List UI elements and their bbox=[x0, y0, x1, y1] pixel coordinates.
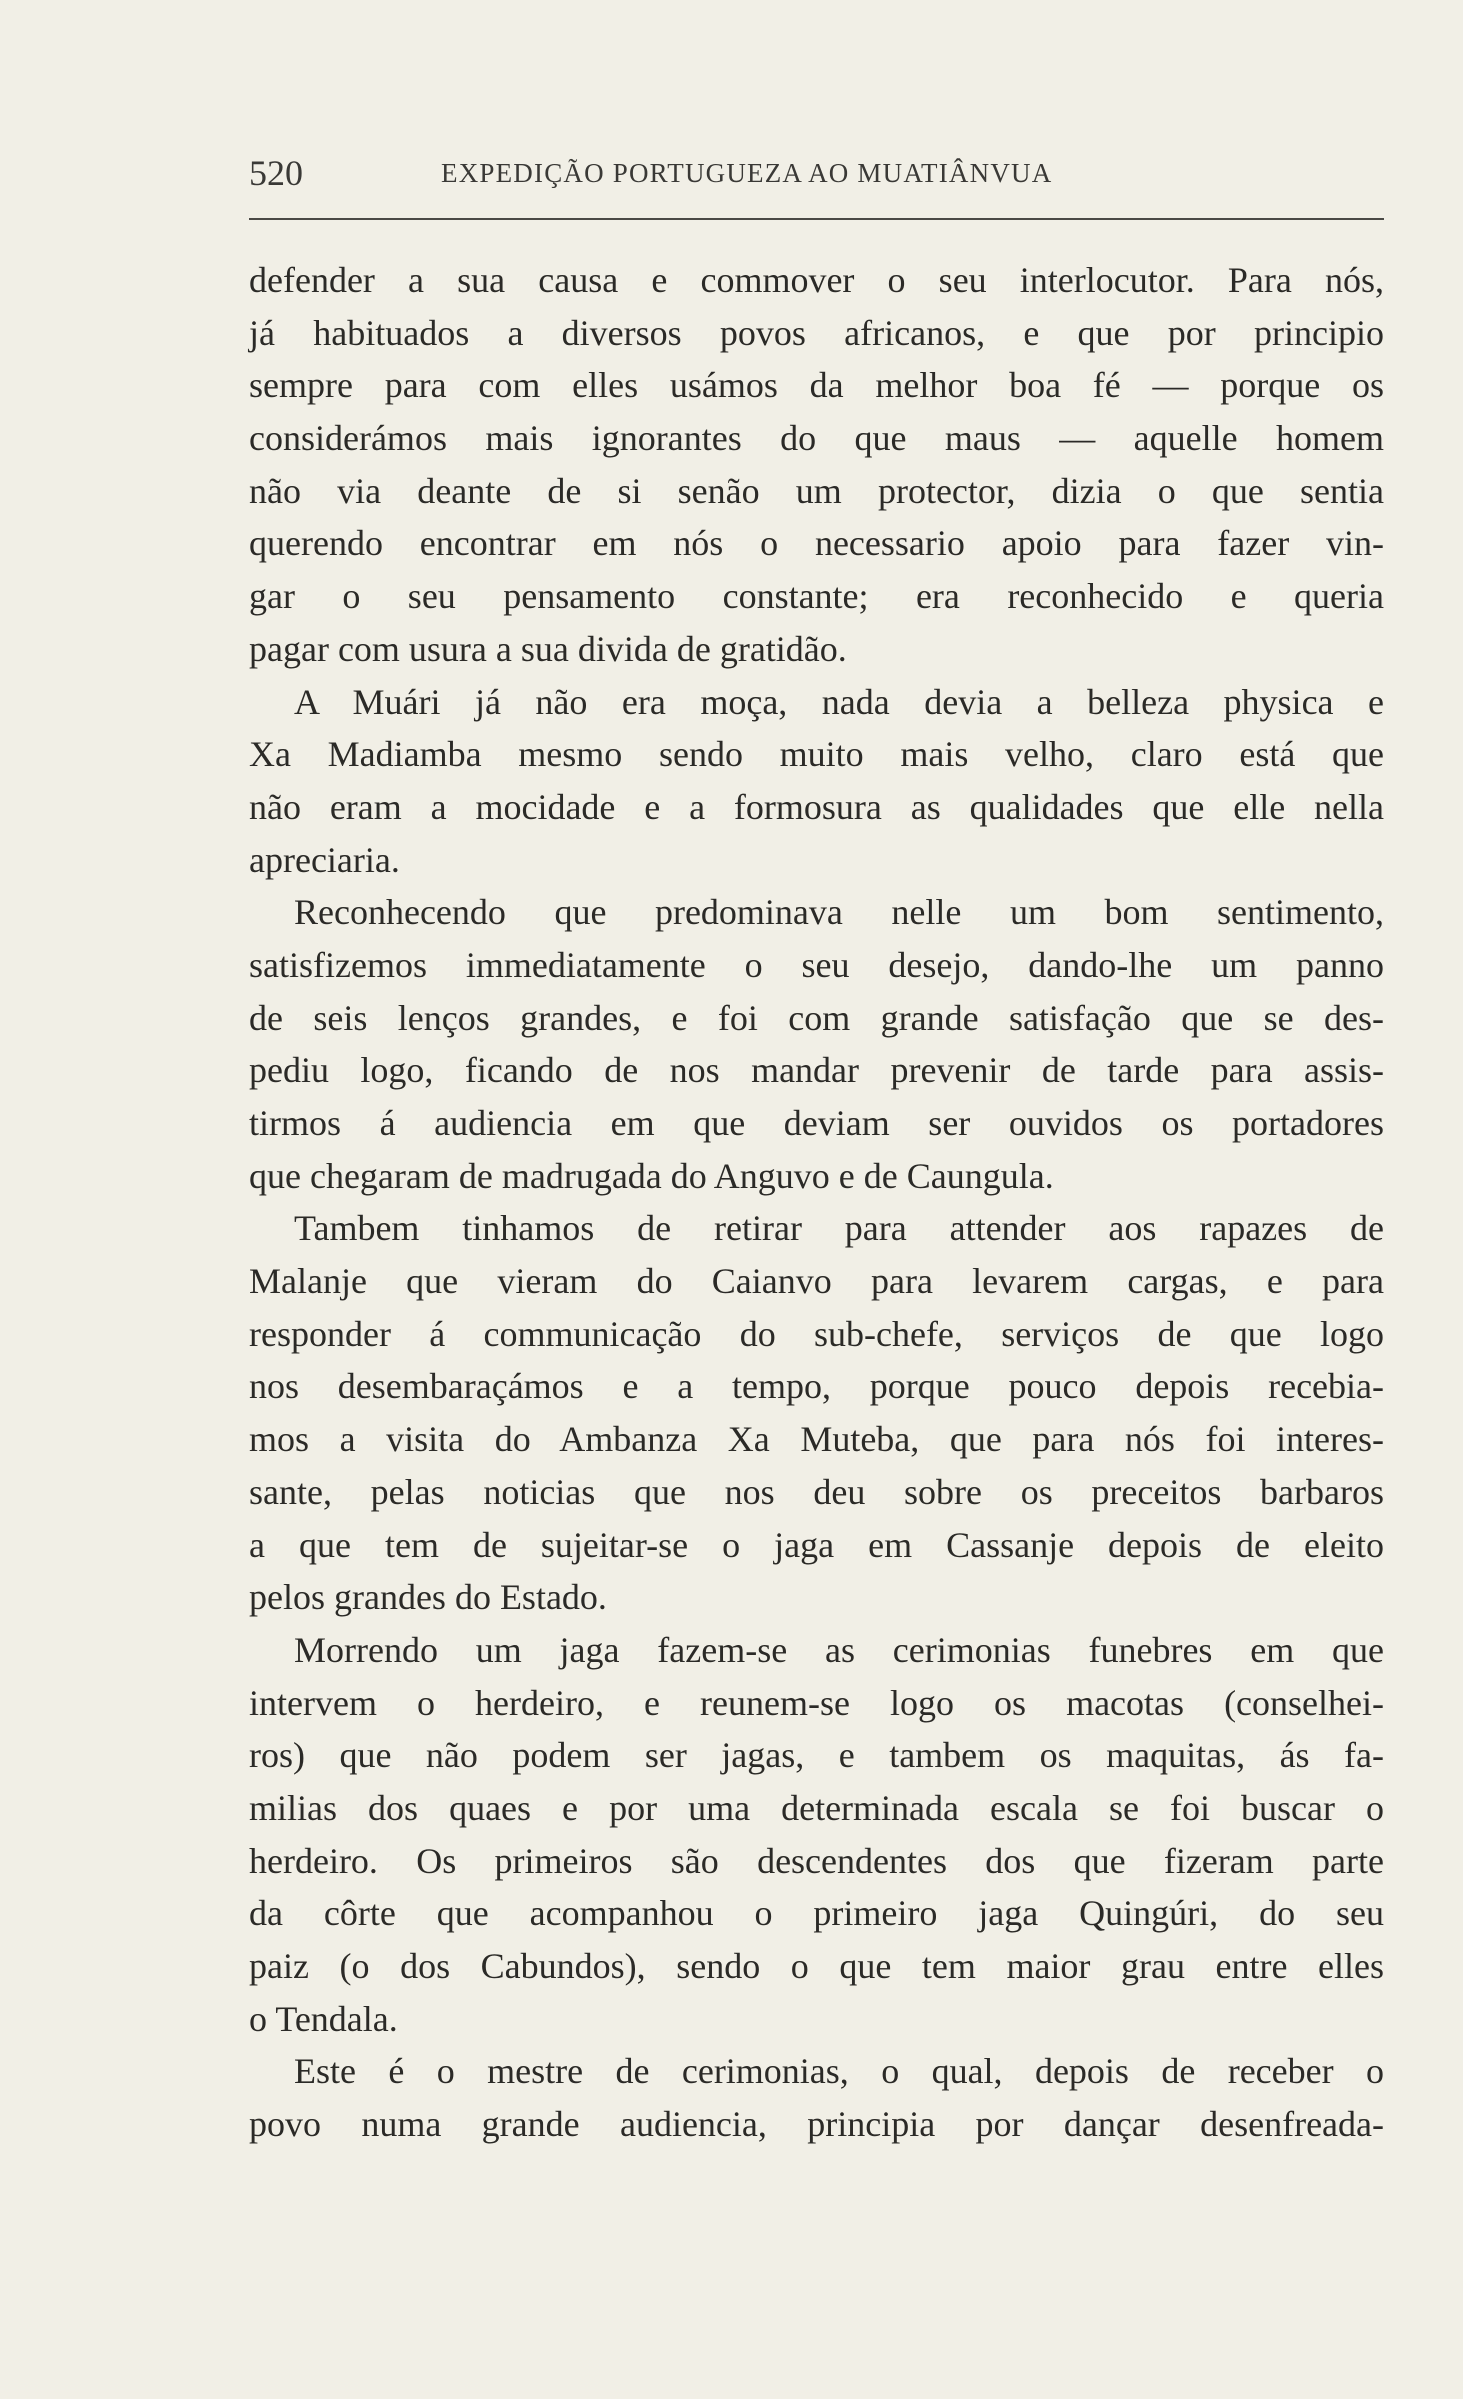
text-line: a que tem de sujeitar-se o jaga em Cassanje depois de eleito bbox=[249, 1524, 1384, 1565]
text-line: pelos grandes do Estado. bbox=[249, 1577, 607, 1618]
text-line: povo numa grande audiencia, principia por dançar desenfreada- bbox=[249, 2104, 1384, 2145]
text-line: não eram a mocidade e a formosura as qualidades que elle nella bbox=[249, 786, 1384, 827]
text-line: paiz (o dos Cabundos), sendo o que tem maior grau entre elles bbox=[249, 1946, 1384, 1986]
text-line: da côrte que acompanhou o primeiro jaga Quingúri, do seu bbox=[249, 1893, 1384, 1934]
text-line: satisfizemos immediatamente o seu desejo, dando-lhe um panno bbox=[249, 944, 1384, 985]
text-line: Malanje que vieram do Caianvo para levarem cargas, e para bbox=[249, 1261, 1384, 1302]
text-line: A Muári já não era moça, nada devia a belleza physica e bbox=[294, 681, 1384, 722]
page-number: 520 bbox=[249, 153, 303, 193]
text-line: Reconhecendo que predominava nelle um bom sentimento, bbox=[294, 892, 1384, 933]
page-header bbox=[249, 148, 1384, 198]
text-line: de seis lenços grandes, e foi com grande satisfação que se des- bbox=[249, 997, 1384, 1038]
text-line: intervem o herdeiro, e reunem-se logo os macotas (conselhei- bbox=[249, 1682, 1384, 1723]
text-line: ros) que não podem ser jagas, e tambem os maquitas, ás fa- bbox=[249, 1735, 1384, 1776]
header-rule bbox=[249, 218, 1384, 220]
text-line: gar o seu pensamento constante; era reconhecido e queria bbox=[249, 576, 1384, 617]
text-line: Morrendo um jaga fazem-se as cerimonias funebres em que bbox=[294, 1629, 1384, 1670]
text-line: pediu logo, ficando de nos mandar prevenir de tarde para assis- bbox=[249, 1050, 1384, 1091]
text-line: tirmos á audiencia em que deviam ser ouvidos os portadores bbox=[249, 1103, 1384, 1143]
text-line: herdeiro. Os primeiros são descendentes dos que fizeram parte bbox=[249, 1840, 1384, 1881]
text-line: defender a sua causa e commover o seu interlocutor. Para nós, bbox=[249, 260, 1384, 300]
text-line: que chegaram de madrugada do Anguvo e de Caungula. bbox=[249, 1155, 1054, 1196]
text-line: considerámos mais ignorantes do que maus — aquelle homem bbox=[249, 418, 1384, 459]
running-title: EXPEDIÇÃO PORTUGUEZA AO MUATIÂNVUA bbox=[441, 158, 1053, 188]
text-line: responder á communicação do sub-chefe, serviços de que logo bbox=[249, 1313, 1384, 1354]
text-line: mos a visita do Ambanza Xa Muteba, que para nós foi interes- bbox=[249, 1419, 1384, 1460]
text-line: Este é o mestre de cerimonias, o qual, depois de receber o bbox=[294, 2051, 1384, 2092]
text-line: não via deante de si senão um protector, dizia o que sentia bbox=[249, 470, 1384, 511]
text-line: Tambem tinhamos de retirar para attender aos rapazes de bbox=[294, 1208, 1384, 1249]
text-line: milias dos quaes e por uma determinada escala se foi buscar o bbox=[249, 1787, 1384, 1828]
text-line: apreciaria. bbox=[249, 839, 400, 880]
text-line: pagar com usura a sua divida de gratidão. bbox=[249, 628, 847, 669]
text-line: Xa Madiamba mesmo sendo muito mais velho, claro está que bbox=[249, 734, 1384, 775]
text-line: querendo encontrar em nós o necessario apoio para fazer vin- bbox=[249, 523, 1384, 564]
text-line: o Tendala. bbox=[249, 1998, 398, 2039]
text-line: já habituados a diversos povos africanos, e que por principio bbox=[249, 312, 1384, 353]
text-line: sante, pelas noticias que nos deu sobre os preceitos barbaros bbox=[249, 1471, 1384, 1512]
text-line: sempre para com elles usámos da melhor boa fé — porque os bbox=[249, 365, 1384, 406]
body-text bbox=[249, 254, 1384, 2151]
text-line: nos desembaraçámos e a tempo, porque pouco depois recebia- bbox=[249, 1366, 1384, 1407]
